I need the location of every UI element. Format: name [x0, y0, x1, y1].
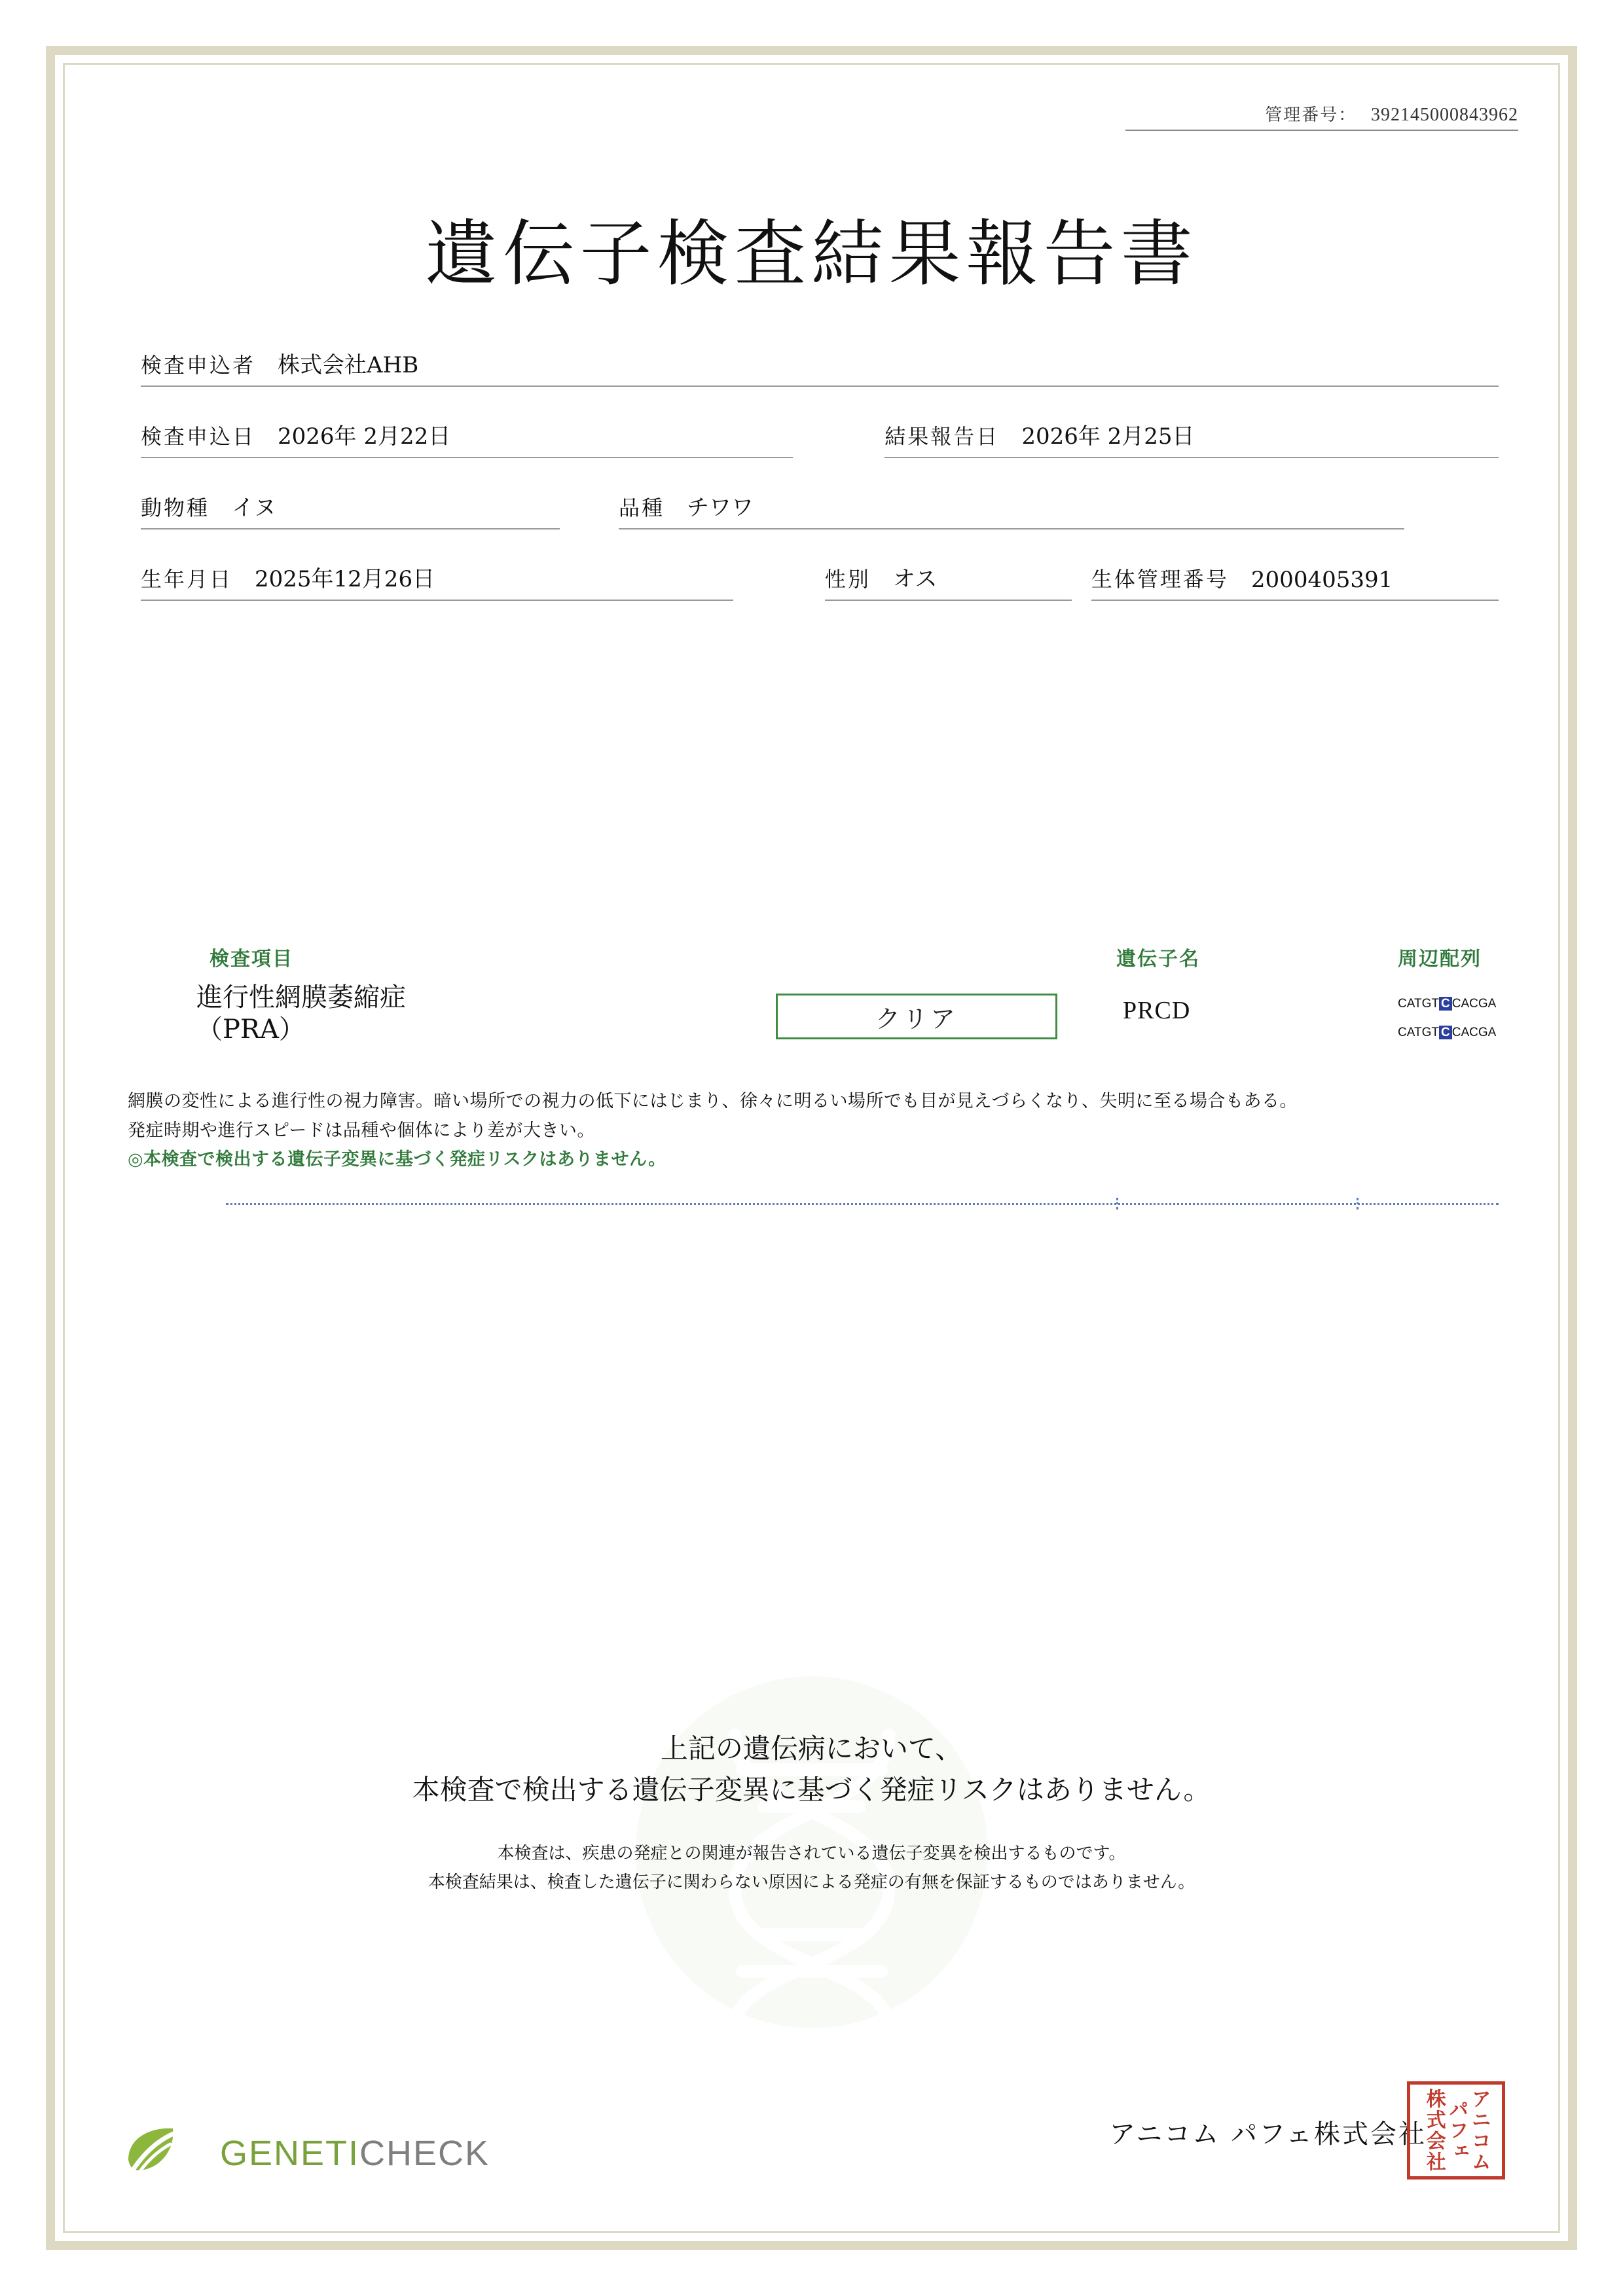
control-number-label: 管理番号： — [1265, 105, 1357, 124]
page-title: 遺伝子検査結果報告書 — [425, 212, 1198, 296]
disclaimer-line-1: 本検査は、疾患の発症との関連が報告されている遺伝子変異を検出するものです。 — [497, 1844, 1126, 1863]
apply-date-value: 2026年 2月22日 — [278, 423, 451, 450]
info-section — [141, 347, 1499, 632]
leaf-logo-icon — [124, 2122, 208, 2185]
field-sex — [825, 561, 1072, 601]
description-line-1: 網膜の変性による進行性の視力障害。暗い場所での視力の低下にはじまり、徐々に明るい場所でも目が見えづらくなり、失明に至る場合もある。 — [128, 1091, 1298, 1111]
result-badge-label: クリア — [875, 1005, 958, 1033]
info-row-birth — [141, 561, 1499, 601]
conclusion-line-1: 上記の遺伝病において、 — [660, 1732, 963, 1765]
document-content — [105, 85, 1518, 2211]
disease-name-line1: 進行性網膜萎縮症 — [196, 982, 406, 1013]
company-seal — [1407, 2081, 1505, 2179]
flanking-sequence — [1398, 990, 1496, 1047]
birth-date-value: 2025年12月26日 — [255, 566, 435, 592]
geneticheck-logo — [124, 2122, 490, 2185]
seq-prefix: CATGT — [1398, 997, 1439, 1011]
field-report-date — [884, 418, 1499, 458]
seal-column-1: アニコム — [1467, 2089, 1491, 2172]
table-divider — [226, 1203, 1499, 1205]
report-date-value: 2026年 2月25日 — [1021, 423, 1195, 450]
conclusion-block — [105, 1728, 1518, 1810]
seq-variant-base-2: C — [1439, 1026, 1452, 1039]
column-header-gene: 遺伝子名 — [1116, 948, 1200, 970]
result-table-header — [128, 942, 1499, 969]
disease-name-line2: （PRA） — [196, 1014, 305, 1045]
field-applicant — [141, 347, 1499, 387]
gene-name: PRCD — [1123, 997, 1191, 1024]
applicant-value: 株式会社AHB — [278, 352, 419, 378]
sex-label: 性別 — [824, 567, 871, 592]
info-row-dates — [141, 418, 1499, 458]
column-header-sequence: 周辺配列 — [1398, 948, 1482, 970]
report-date-label: 結果報告日 — [884, 424, 1000, 449]
sex-value: オス — [892, 566, 938, 592]
flanking-sequence-allele-1 — [1398, 990, 1496, 1018]
seq-variant-base: C — [1439, 997, 1452, 1011]
field-species — [141, 490, 560, 529]
flanking-sequence-allele-2 — [1398, 1018, 1496, 1047]
disease-name — [196, 982, 406, 1046]
breed-value: チワワ — [687, 495, 754, 521]
risk-statement: ◎本検査で検出する遺伝子変異に基づく発症リスクはありません。 — [128, 1149, 666, 1170]
seq-prefix-2: CATGT — [1398, 1025, 1439, 1039]
info-row-applicant — [141, 347, 1499, 387]
applicant-label: 検査申込者 — [141, 353, 256, 378]
info-row-animal — [141, 490, 1499, 529]
disclaimer-line-2: 本検査結果は、検査した遺伝子に関わらない原因による発症の有無を保証するものではありません。 — [428, 1873, 1195, 1893]
result-badge — [776, 994, 1057, 1039]
species-value: イヌ — [232, 495, 277, 521]
table-divider-tick-1 — [1116, 1198, 1118, 1210]
logo-wordmark-geneti: GENETI — [220, 2134, 360, 2173]
field-apply-date — [141, 418, 793, 458]
control-number-value: 392145000843962 — [1371, 105, 1518, 125]
seq-suffix-2: CACGA — [1451, 1025, 1497, 1039]
conclusion-line-2: 本検査で検出する遺伝子変異に基づく発症リスクはありません。 — [412, 1774, 1211, 1806]
seal-column-3: 株式会社 — [1422, 2089, 1446, 2172]
breed-label: 品種 — [619, 495, 665, 520]
field-breed — [619, 490, 1404, 529]
field-animal-id — [1091, 563, 1499, 601]
logo-wordmark-check: CHECK — [359, 2134, 490, 2173]
species-label: 動物種 — [141, 495, 210, 520]
animal-id-value: 2000405391 — [1250, 567, 1393, 593]
column-header-item: 検査項目 — [210, 948, 293, 970]
control-number — [1125, 101, 1518, 131]
logo-wordmark — [220, 2133, 490, 2174]
field-birth-date — [141, 561, 733, 601]
table-divider-tick-2 — [1357, 1198, 1359, 1210]
issuing-company: アニコム パフェ株式会社 — [1109, 2119, 1427, 2149]
disclaimer-block — [105, 1839, 1518, 1897]
apply-date-label: 検査申込日 — [141, 424, 256, 449]
description-line-2: 発症時期や進行スピードは品種や個体により差が大きい。 — [128, 1120, 595, 1140]
disease-description — [128, 1086, 1499, 1174]
table-row — [128, 982, 1499, 1067]
birth-date-label: 生年月日 — [141, 567, 233, 592]
animal-id-label: 生体管理番号 — [1091, 567, 1229, 592]
seal-column-2: パフェ — [1445, 2099, 1468, 2162]
seq-suffix: CACGA — [1451, 997, 1497, 1011]
